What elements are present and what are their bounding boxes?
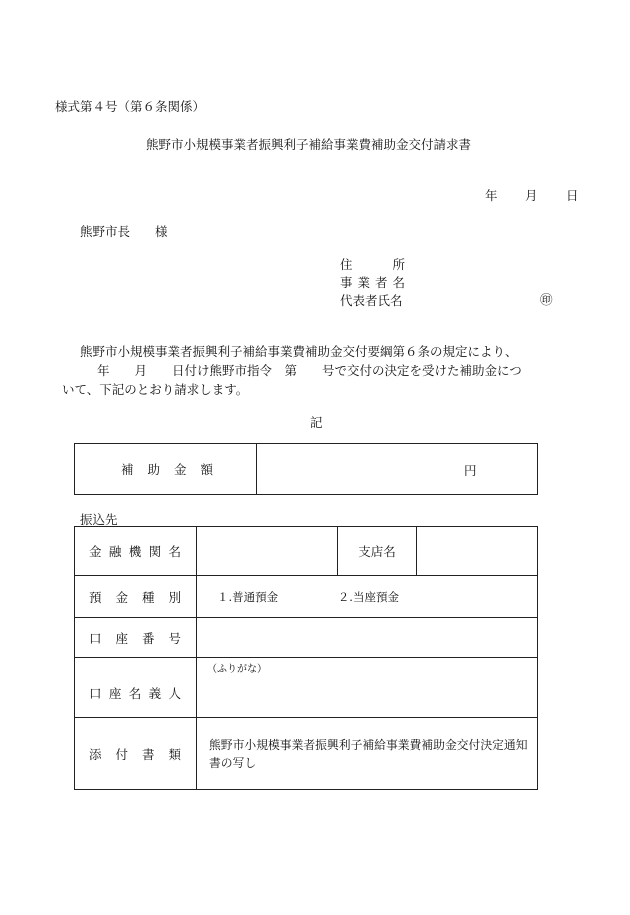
- deposit-type-value-cell[interactable]: [197, 576, 538, 618]
- account-number-value-cell[interactable]: [197, 618, 538, 658]
- branch-label: 支店名: [358, 544, 396, 559]
- account-holder-value-cell[interactable]: [197, 658, 538, 718]
- attachments-value: 熊野市小規模事業者振興利子補給事業費補助金交付決定通知書の写し: [209, 737, 528, 770]
- furigana-label: （ふりがな）: [207, 664, 267, 675]
- date-day: 日: [566, 188, 579, 203]
- attachments-value-cell: [197, 718, 538, 790]
- amount-label-cell: 補 助 金 額: [75, 444, 257, 495]
- addressee: 熊野市長 様: [80, 224, 168, 239]
- account-holder-label-cell: 口 座 名 義 人: [75, 658, 197, 718]
- branch-label-cell: [338, 527, 417, 576]
- seal-mark: ㊞: [540, 292, 553, 307]
- amount-unit: 円: [464, 463, 477, 478]
- body-line-1: 熊野市小規模事業者振興利子補給事業費補助金交付要綱第６条の規定により、: [80, 344, 518, 359]
- date-year: 年: [485, 188, 498, 203]
- attachments-label-cell: 添 付 書 類: [75, 718, 197, 790]
- deposit-option-checking[interactable]: ２.当座預金: [337, 589, 399, 604]
- body-line-2: 年 月 日付け熊野市指令 第 号で交付の決定を受けた補助金につ: [97, 363, 522, 378]
- bank-table: [74, 526, 538, 790]
- transfer-heading: 振込先: [80, 512, 118, 527]
- account-number-label-cell: 口 座 番 号: [75, 618, 197, 658]
- deposit-type-label-cell: 預 金 種 別: [75, 576, 197, 618]
- amount-table: [74, 443, 538, 495]
- document-title: 熊野市小規模事業者振興利子補給事業費補助金交付請求書: [146, 137, 472, 152]
- amount-value-cell[interactable]: [257, 444, 538, 495]
- date-month: 月: [525, 188, 538, 203]
- bank-name-value-cell[interactable]: [197, 527, 338, 576]
- representative-label: 代表者氏名: [340, 293, 403, 308]
- deposit-option-ordinary[interactable]: １.普通預金: [217, 589, 279, 604]
- ki-note: 記: [310, 415, 323, 430]
- bank-name-label-cell: 金 融 機 関 名: [75, 527, 197, 576]
- business-name-label: 事 業 者 名: [340, 275, 405, 290]
- body-line-3: いて、下記のとおり請求します。: [62, 382, 249, 397]
- form-number: 様式第４号（第６条関係）: [55, 99, 206, 114]
- branch-value-cell[interactable]: [417, 527, 538, 576]
- address-label: 住 所: [340, 257, 405, 272]
